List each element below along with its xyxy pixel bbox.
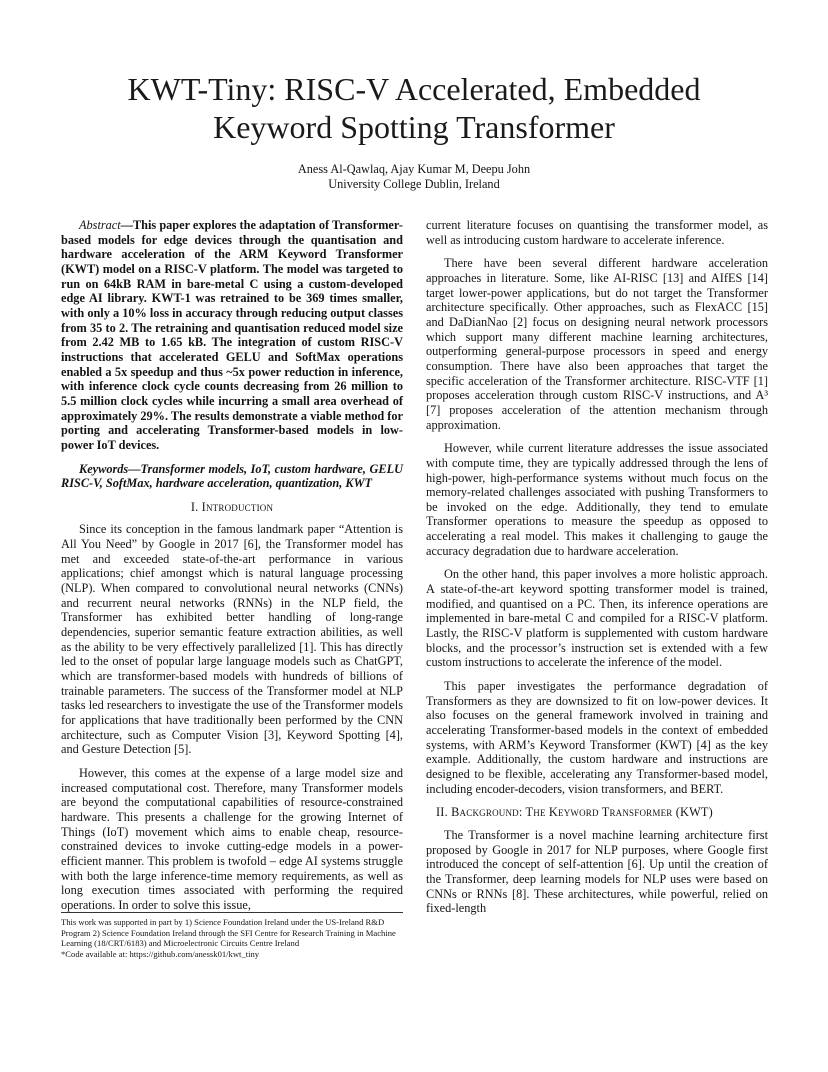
left-column <box>61 218 403 913</box>
right-column <box>426 218 768 916</box>
paper-title <box>40 70 788 146</box>
footnote-funding: This work was supported in part by 1) Science Foundation Ireland under the US-Ireland R&D Program 2) Science Foundation Ireland through the SFI Centre for Research Training in Machine Learning (18/CRT/6183) and Microelectronic Circuits Centre Ireland <box>61 917 396 948</box>
paragraph: Since its conception in the famous landmark paper “Attention is All You Need” by Google in 2017 [6], the Transformer model has met and exceeded state-of-the-art performance in various applications; chief amongst which is natural language processing (NLP). When compared to convolutional neural networks (CNNs) and recurrent neural networks (RNNs) in the NLP field, the Transformer has exhibited better handling of long-range dependencies, superior semantic feature extraction abilities, as well as the ability to be very effectively parallelized [1]. This has directly led to the onset of popular large language models such as ChatGPT, which are transformer-based models with hundreds of billions of trainable parameters. The success of the Transformer model at NLP tasks led researchers to investigate the use of the Transformer models for applications that have traditionally been performed by the CNN architecture, such as Computer Vision [3], Keyword Spotting [4], and Gesture Detection [5]. <box>61 522 403 757</box>
paragraph: current literature focuses on quantising the transformer model, as well as introducing custom hardware to accelerate inference. <box>426 218 768 247</box>
author-block <box>40 162 788 192</box>
abstract <box>61 218 403 453</box>
section-number: II. <box>436 805 448 820</box>
keywords: Keywords—Transformer models, IoT, custom hardware, GELU RISC-V, SoftMax, hardware acceleration, quantization, KWT <box>61 461 403 491</box>
footnote <box>61 912 403 959</box>
footnote-code-link: *Code available at: https://github.com/anessk01/kwt_tiny <box>61 948 260 959</box>
paper-title-line-1: KWT-Tiny: RISC-V Accelerated, Embedded <box>127 71 701 107</box>
abstract-text: —This paper explores the adaptation of Transformer-based models for edge devices through the quantisation and hardware acceleration of the ARM Keyword Transformer (KWT) model on a RISC-V platform. The model was targeted to run on 64kB RAM in bare-metal C using a custom-developed edge AI library. KWT-1 was retrained to be 369 times smaller, with only a 10% loss in accuracy through reducing output classes from 35 to 2. The retraining and quantisation reduced model size from 2.42 MB to 1.65 kB. The integration of custom RISC-V instructions that accelerated GELU and SoftMax operations enabled a 5x speedup and thus ~5x power reduction in inference, with inference clock cycle counts decreasing from 26 million to 5.5 million clock cycles while incurring a small area overhead of approximately 29%. The results demonstrate a viable method for porting and accelerating Transformer-based models in low-power IoT devices. <box>61 218 403 452</box>
section-title: Background: The Keyword Transformer (KWT) <box>451 805 713 820</box>
author-affiliation: University College Dublin, Ireland <box>328 177 500 191</box>
paragraph: This paper investigates the performance degradation of Transformers as they are downsized to fit on low-power devices. It also focuses on the general framework involved in training and accelerating Transformer-based models in the context of embedded systems, with ARM’s Keyword Transformer (KWT) [4] as the key example. Additionally, the custom hardware and instructions are designed to be flexible, accelerating any Transformer-based model, including encoder-decoders, vision transformers, and BERT. <box>426 679 768 796</box>
paragraph: On the other hand, this paper involves a more holistic approach. A state-of-the-art keyword spotting transformer model is trained, modified, and quantised on a PC. Then, its inference operations are implemented in bare-metal C and compiled for a RISC-V platform. Lastly, the RISC-V platform is supplemented with custom hardware blocks, and the processor’s instruction set is extended with a few custom instructions to accelerate the inference of the model. <box>426 567 768 670</box>
paragraph: However, this comes at the expense of a large model size and increased computational cost. Therefore, many Transformer models are beyond the computational capabilities of resource-constrained hardware. This presents a challenge for the growing Internet of Things (IoT) movement which aims to enable cheap, resource-constrained devices to invoke cutting-edge models in a power-efficient manner. This problem is twofold – edge AI systems struggle with both the large inference-time memory requirements, as well as long execution times associated with performing the required operations. In order to solve this issue, <box>61 765 403 912</box>
section-heading-introduction <box>61 500 403 515</box>
section-heading-background <box>426 805 768 820</box>
author-names: Aness Al-Qawlaq, Ajay Kumar M, Deepu John <box>297 162 531 176</box>
section-title: Introduction <box>201 499 274 514</box>
paragraph: The Transformer is a novel machine learning architecture first proposed by Google in 2017 for NLP purposes, where Google first introduced the concept of self-attention [6]. Up until the creation of the Transformer, deep learning models for NLP uses were based on CNNs or RNNs [8]. These architectures, while powerful, relied on fixed-length <box>426 827 768 916</box>
abstract-lead: Abstract <box>79 218 121 232</box>
paragraph: However, while current literature addresses the issue associated with compute time, they are typically addressed through the lens of high-power, high-performance systems without much focus on the memory-related challenges associated with pushing Transformers to be invoked on the edge. Additionally, they tend to emulate Transformer operations to measure the speedup as opposed to accelerating a real model. This makes it challenging to gauge the accuracy degradation due to hardware acceleration. <box>426 441 768 558</box>
paragraph: There have been several different hardware acceleration approaches in literature. Some, like AI-RISC [13] and AIfES [14] target lower-power applications, but do not target the Transformer architecture specifically. Other approaches, such as FlexACC [15] and DaDianNao [2] focus on designing neural network processors which support many different machine learning architectures, outperforming general-purpose processors in speed and energy consumption. There have also been approaches that target the specific acceleration of the Transformer architecture. RISC-VTF [1] proposes acceleration through custom RISC-V instructions, and A³ [7] proposes acceleration of the attention mechanism through approximation. <box>426 256 768 432</box>
section-number: I. <box>190 499 199 514</box>
paper-title-line-2: Keyword Spotting Transformer <box>213 109 615 145</box>
